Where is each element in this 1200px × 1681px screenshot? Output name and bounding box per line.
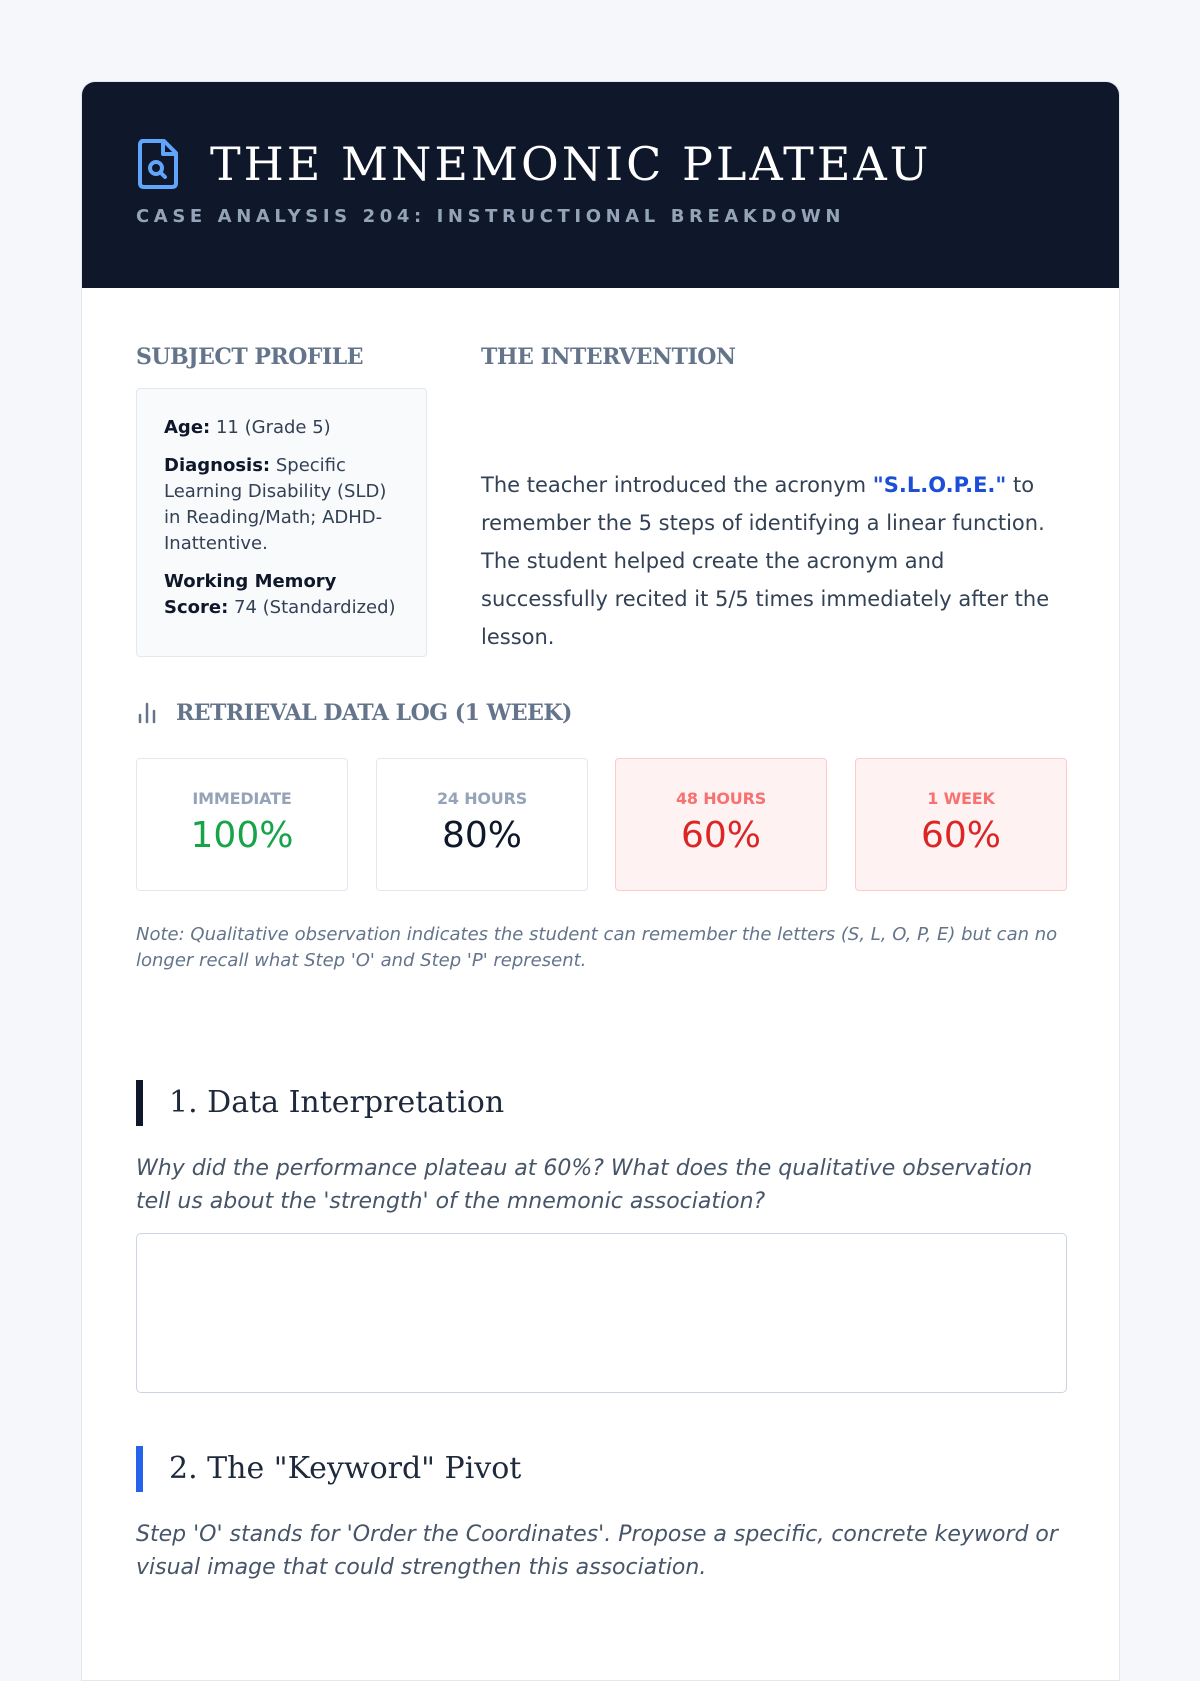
stat-24-hours: 24 HOURS 80% bbox=[376, 758, 588, 891]
retrieval-log-heading: RETRIEVAL DATA LOG (1 WEEK) bbox=[136, 700, 572, 726]
bar-chart-icon bbox=[136, 702, 158, 724]
page-title: THE MNEMONIC PLATEAU bbox=[210, 137, 932, 191]
qualitative-note: Note: Qualitative observation indicates the student can remember the letters (S, L, O, P, E) but can no longer recall what Step 'O' and Step 'P' represent. bbox=[136, 924, 1058, 971]
intervention-text: The teacher introduced the acronym "S.L.O.P.E." to remember the 5 steps of identifying a linear function. The student helped create the acronym and successfully recited it 5/5 times immediately after the lesson. bbox=[481, 473, 1050, 649]
profile-working-memory: Working Memory Score: 74 (Standardized) bbox=[164, 571, 396, 618]
case-card bbox=[81, 81, 1120, 1681]
stat-48-hours: 48 HOURS 60% bbox=[615, 758, 827, 891]
question-2-title: 2. The "Keyword" Pivot bbox=[136, 1446, 521, 1492]
question-2-prompt: Step 'O' stands for 'Order the Coordinates'. Propose a specific, concrete keyword or visual image that could strengthen this association. bbox=[136, 1522, 1058, 1580]
profile-age: Age: 11 (Grade 5) bbox=[164, 417, 331, 438]
stat-1-week: 1 WEEK 60% bbox=[855, 758, 1067, 891]
case-header bbox=[82, 82, 1119, 288]
page-subtitle: CASE ANALYSIS 204: INSTRUCTIONAL BREAKDOWN bbox=[136, 206, 846, 227]
intervention-heading: THE INTERVENTION bbox=[481, 344, 736, 370]
question-1-prompt: Why did the performance plateau at 60%? What does the qualitative observation tell us about the 'strength' of the mnemonic association? bbox=[136, 1156, 1033, 1214]
file-search-icon bbox=[136, 138, 180, 190]
profile-diagnosis: Diagnosis: Specific Learning Disability (SLD) in Reading/Math; ADHD-Inattentive. bbox=[164, 455, 387, 554]
question-1-answer-input[interactable] bbox=[136, 1233, 1067, 1393]
subject-profile-box bbox=[136, 388, 427, 657]
acronym-highlight: "S.L.O.P.E." bbox=[872, 473, 1007, 497]
profile-heading: SUBJECT PROFILE bbox=[136, 344, 364, 370]
stat-immediate: IMMEDIATE 100% bbox=[136, 758, 348, 891]
question-1-title: 1. Data Interpretation bbox=[136, 1080, 504, 1126]
